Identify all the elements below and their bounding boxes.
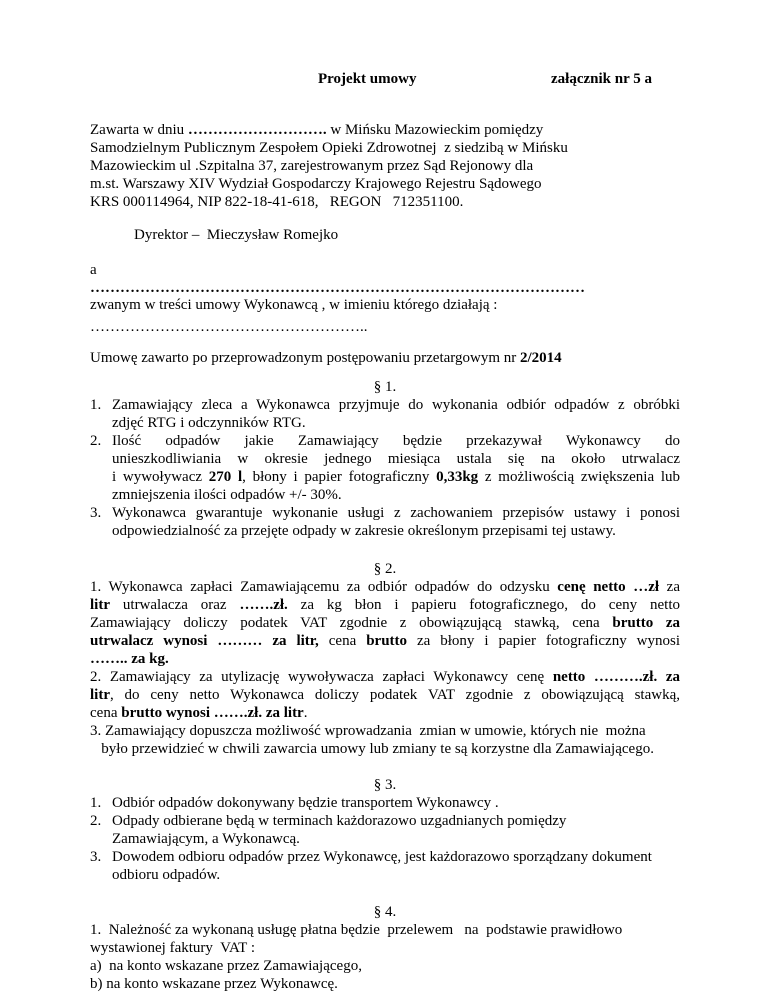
s3-item-3: Dowodem odbioru odpadów przez Wykonawcę, jest każdorazowo sporządzany dokument odbioru odpadów. — [112, 849, 652, 883]
intro-line-2: Samodzielnym Publicznym Zespołem Opieki Zdrowotnej z siedzibą w Mińsku — [90, 140, 568, 156]
s2-p3-line-2: było przewidzieć w chwili zawarcia umowy lub zmiany te są korzystne dla Zamawiającego. — [90, 741, 654, 757]
representative-dots: ……………………………………………….. — [90, 319, 368, 335]
s2-p1-line-4: utrwalacz wynosi ……… za litr, cena brutto za błony i papier fotograficzny wynosi — [90, 633, 680, 649]
s3-item-2-number: 2. — [90, 813, 102, 829]
s4-line-2: wystawionej faktury VAT : — [90, 940, 255, 956]
s1-item-1: Zamawiający zleca a Wykonawca przyjmuje do wykonania odbiór odpadów z obróbki zdjęć RTG i odczynników RTG. — [112, 397, 680, 431]
contractor-description: zwanym w treści umowy Wykonawcą , w imieniu którego działają : — [90, 297, 498, 313]
s2-p2-line-2: litr, do ceny netto Wykonawca doliczy podatek VAT zgodnie z obowiązującą stawką, — [90, 687, 680, 703]
s1-item-1-number: 1. — [90, 397, 102, 413]
s4-option-a: a) na konto wskazane przez Zamawiającego, — [90, 958, 362, 974]
document-title: Projekt umowy — [318, 71, 417, 87]
s2-p3-line-1: 3. Zamawiający dopuszcza możliwość wprowadzania zmian w umowie, których nie można — [90, 723, 646, 739]
section-1-heading: § 1. — [373, 379, 397, 395]
s3-item-3-number: 3. — [90, 849, 102, 865]
intro-line-4: m.st. Warszawy XIV Wydział Gospodarczy Krajowego Rejestru Sądowego — [90, 176, 542, 192]
s3-item-1: Odbiór odpadów dokonywany będzie transportem Wykonawcy . — [112, 795, 499, 811]
section-4-heading: § 4. — [373, 904, 397, 920]
annex-label: załącznik nr 5 a — [551, 71, 652, 87]
s1-item-3-number: 3. — [90, 505, 102, 521]
intro-line-3: Mazowieckim ul .Szpitalna 37, zarejestrowanym przez Sąd Rejonowy dla — [90, 158, 534, 174]
contractor-dots: ……………………………………………………………………………………… — [90, 280, 585, 296]
tender-line: Umowę zawarto po przeprowadzonym postępowaniu przetargowym nr 2/2014 — [90, 350, 562, 366]
s2-p1-line-2: litr utrwalacza oraz …….zł. za kg błon i papieru fotograficznego, do ceny netto — [90, 597, 680, 613]
s1-item-3: Wykonawca gwarantuje wykonanie usługi z zachowaniem przepisów ustawy i ponosi odpowiedzialność za przejęte odpady w zakresie określonym przepisami tej ustawy. — [112, 505, 680, 539]
intro-line-1: Zawarta w dniu ………………………. w Mińsku Mazowieckim pomiędzy — [90, 122, 544, 138]
intro-line-5: KRS 000114964, NIP 822-18-41-618, REGON 712351100. — [90, 194, 464, 210]
s4-option-b: b) na konto wskazane przez Wykonawcę. — [90, 976, 338, 992]
s2-p2-line-1: 2. Zamawiający za utylizację wywoływacza zapłaci Wykonawcy cenę netto ……….zł. za — [90, 669, 680, 685]
s2-p1-line-5: …….. za kg. — [90, 651, 169, 667]
section-3-heading: § 3. — [373, 777, 397, 793]
and-label: a — [90, 262, 97, 278]
s3-item-1-number: 1. — [90, 795, 102, 811]
s4-line-1: 1. Należność za wykonaną usługę płatna będzie przelewem na podstawie prawidłowo — [90, 922, 623, 938]
s3-item-2: Odpady odbierane będą w terminach każdorazowo uzgadnianych pomiędzy Zamawiającym, a Wykonawcą. — [112, 813, 567, 847]
s2-p1-line-1: 1. Wykonawca zapłaci Zamawiającemu za odbiór odpadów do odzysku cenę netto …zł za — [90, 579, 680, 595]
section-2-heading: § 2. — [373, 561, 397, 577]
director-line: Dyrektor – Mieczysław Romejko — [134, 227, 339, 243]
s2-p2-line-3: cena brutto wynosi …….zł. za litr. — [90, 705, 308, 721]
s1-item-2: Ilość odpadów jakie Zamawiający będzie przekazywał Wykonawcy do unieszkodliwiania w okresie jednego miesiąca ustala się na około utrwalacz i wywoływacz 270 l, błony i papier fotograficzny 0,33kg z możliwością zwiększenia lub zmniejszenia ilości odpadów +/- 30%. — [112, 433, 680, 503]
s1-item-2-number: 2. — [90, 433, 102, 449]
s2-p1-line-3: Zamawiający doliczy podatek VAT zgodnie z obowiązującą stawką, cena brutto za — [90, 615, 680, 631]
